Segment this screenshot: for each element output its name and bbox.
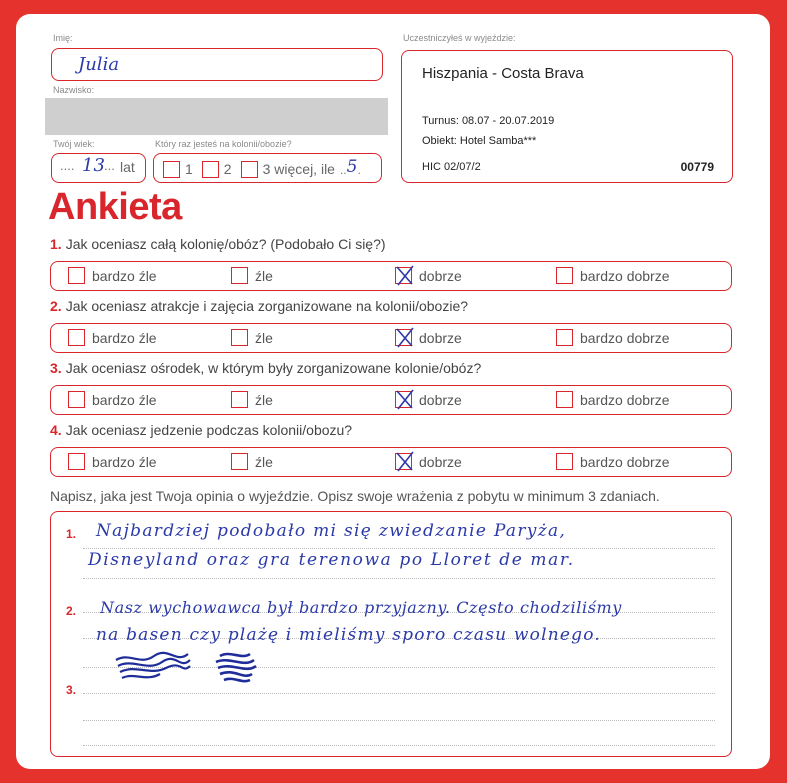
opinion-line-2b: na basen czy plażę i mieliśmy sporo czasu wolnego. [96, 625, 601, 645]
option-checkbox[interactable] [68, 267, 85, 284]
question-2-options [50, 323, 732, 353]
option-checkbox[interactable] [395, 267, 412, 284]
option-checkbox[interactable] [231, 267, 248, 284]
times-3-checkbox[interactable] [241, 161, 258, 178]
option-label: bardzo źle [92, 267, 157, 284]
question-3-text [50, 360, 481, 376]
option-label: źle [255, 453, 273, 470]
trip-obiekt: Obiekt: Hotel Samba*** [422, 135, 537, 147]
option-label: dobrze [419, 267, 462, 284]
times-3-label: 3 więcej, ile [262, 161, 335, 177]
name-label: Imię: [53, 33, 73, 43]
check-x-icon [393, 326, 417, 350]
option-checkbox[interactable] [68, 329, 85, 346]
age-field[interactable]: .... 13 ... lat [51, 153, 146, 183]
option-3[interactable] [395, 453, 462, 470]
trip-box [401, 50, 733, 183]
option-checkbox[interactable] [556, 391, 573, 408]
option-label: bardzo źle [92, 453, 157, 470]
option-checkbox[interactable] [231, 391, 248, 408]
name-value: Julia [78, 54, 120, 75]
question-3-options [50, 385, 732, 415]
trip-label: Uczestniczyłeś w wyjeździe: [403, 33, 516, 43]
check-x-icon [393, 450, 417, 474]
age-unit: lat [120, 159, 135, 175]
option-label: bardzo źle [92, 329, 157, 346]
times-2-checkbox[interactable] [202, 161, 219, 178]
times-value: 5 [346, 157, 358, 177]
option-checkbox[interactable] [556, 329, 573, 346]
option-2[interactable] [231, 391, 273, 408]
trip-number: 00779 [680, 160, 714, 174]
option-label: źle [255, 391, 273, 408]
option-label: dobrze [419, 453, 462, 470]
question-2-text [50, 298, 468, 314]
option-label: bardzo dobrze [580, 391, 670, 408]
opinion-number-1: 1. [66, 527, 77, 541]
option-2[interactable] [231, 453, 273, 470]
option-3[interactable] [395, 329, 462, 346]
option-4[interactable] [556, 453, 670, 470]
scribble-mark [110, 646, 270, 692]
option-1[interactable] [68, 453, 157, 470]
question-label: Jak oceniasz jedzenie podczas kolonii/obozu? [65, 422, 353, 438]
option-label: bardzo źle [92, 391, 157, 408]
option-label: dobrze [419, 329, 462, 346]
question-4-text [50, 422, 352, 438]
option-4[interactable] [556, 391, 670, 408]
surname-label: Nazwisko: [53, 85, 95, 95]
option-checkbox[interactable] [68, 391, 85, 408]
survey-title: Ankieta [48, 186, 182, 228]
option-4[interactable] [556, 329, 670, 346]
opinion-prompt: Napisz, jaka jest Twoja opinia o wyjeździe. Opisz swoje wrażenia z pobytu w minimum 3 zdaniach. [50, 488, 660, 504]
option-checkbox[interactable] [68, 453, 85, 470]
option-label: bardzo dobrze [580, 453, 670, 470]
option-1[interactable] [68, 391, 157, 408]
trip-code: HIC 02/07/2 [422, 161, 481, 173]
trip-turnus: Turnus: 08.07 - 20.07.2019 [422, 115, 555, 127]
opinion-number-3: 3. [66, 683, 77, 697]
opinion-number-2: 2. [66, 604, 77, 618]
option-checkbox[interactable] [395, 391, 412, 408]
option-4[interactable] [556, 267, 670, 284]
times-1-label: 1 [185, 161, 193, 177]
question-label: Jak oceniasz ośrodek, w którym były zorganizowane kolonie/obóz? [65, 360, 482, 376]
opinion-line-1b: Disneyland oraz gra terenowa po Lloret de mar. [88, 550, 575, 570]
option-2[interactable] [231, 267, 273, 284]
question-label: Jak oceniasz atrakcje i zajęcia zorganizowane na kolonii/obozie? [65, 298, 469, 314]
option-label: źle [255, 329, 273, 346]
age-value: 13 [82, 155, 105, 176]
check-x-icon [393, 388, 417, 412]
option-checkbox[interactable] [556, 267, 573, 284]
option-checkbox[interactable] [395, 329, 412, 346]
option-1[interactable] [68, 267, 157, 284]
option-label: dobrze [419, 391, 462, 408]
option-checkbox[interactable] [231, 453, 248, 470]
option-label: bardzo dobrze [580, 267, 670, 284]
option-3[interactable] [395, 267, 462, 284]
age-label: Twój wiek: [53, 139, 95, 149]
question-number: 4. [50, 422, 62, 438]
question-1-options [50, 261, 732, 291]
option-2[interactable] [231, 329, 273, 346]
opinion-line-1a: Najbardziej podobało mi się zwiedzanie Paryża, [96, 521, 567, 541]
option-checkbox[interactable] [395, 453, 412, 470]
option-checkbox[interactable] [556, 453, 573, 470]
question-1-text [50, 236, 386, 252]
opinion-line-2a: Nasz wychowawca był bardzo przyjazny. Często chodziliśmy [100, 598, 622, 617]
option-label: bardzo dobrze [580, 329, 670, 346]
option-3[interactable] [395, 391, 462, 408]
redacted-surname [45, 98, 388, 135]
trip-destination: Hiszpania - Costa Brava [422, 65, 584, 82]
question-label: Jak oceniasz całą kolonię/obóz? (Podobało Ci się?) [65, 236, 386, 252]
times-2-label: 2 [223, 161, 232, 177]
question-number: 2. [50, 298, 62, 314]
times-1-checkbox[interactable] [163, 161, 180, 178]
question-number: 3. [50, 360, 62, 376]
times-label: Który raz jesteś na kolonii/obozie? [155, 139, 292, 149]
option-checkbox[interactable] [231, 329, 248, 346]
question-number: 1. [50, 236, 62, 252]
option-label: źle [255, 267, 273, 284]
question-4-options [50, 447, 732, 477]
name-field[interactable] [51, 48, 383, 81]
option-1[interactable] [68, 329, 157, 346]
check-x-icon [393, 264, 417, 288]
times-field: 1 2 3 więcej, ile ..5. [153, 153, 382, 183]
